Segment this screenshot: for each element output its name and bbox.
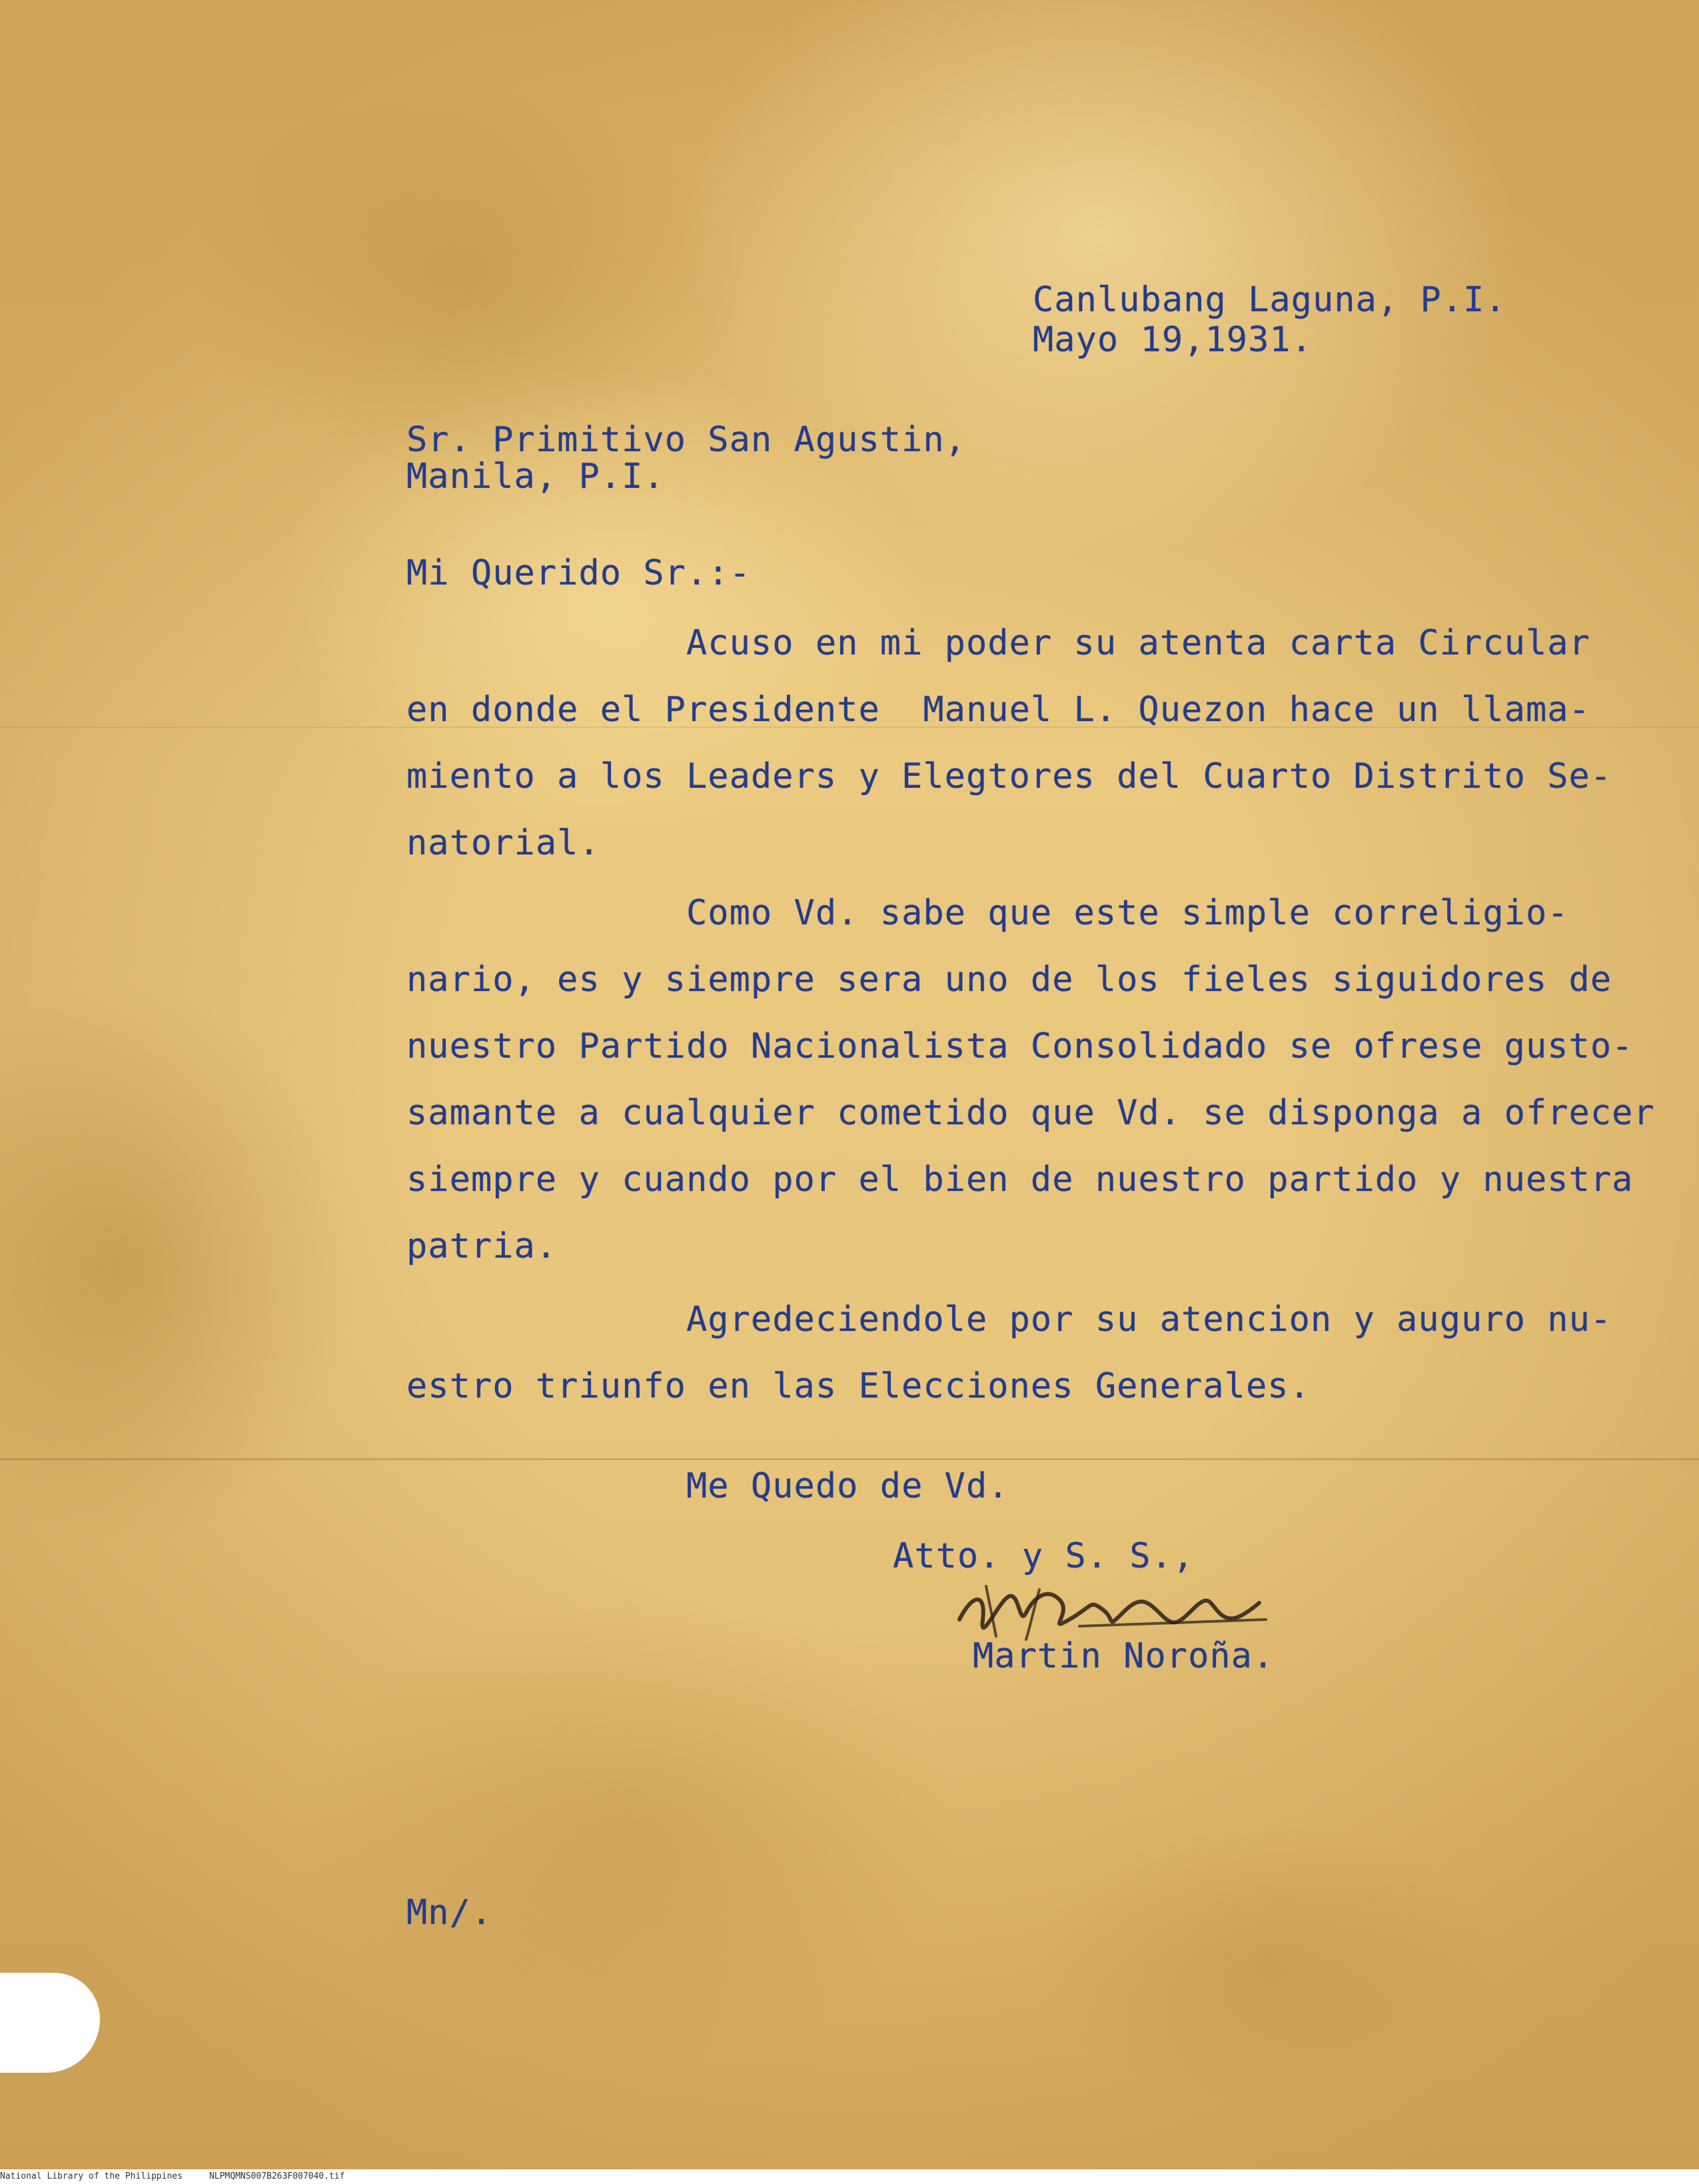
salutation: Mi Querido Sr.:- <box>406 553 751 593</box>
typist-initials: Mn/. <box>406 1893 493 1933</box>
paragraph1-line: en donde el Presidente Manuel L. Quezon hace un llama- <box>406 690 1590 730</box>
signer-name: Martin Noroña. <box>973 1636 1275 1676</box>
paragraph1-line: Acuso en mi poder su atenta carta Circular <box>686 623 1590 663</box>
archive-footer <box>0 2171 344 2183</box>
paragraph2-line: patria. <box>406 1226 558 1266</box>
addressee-city: Manila, P.I. <box>406 457 665 497</box>
footer-institution: National Library of the Philippines <box>0 2171 183 2181</box>
paragraph2-line: nario, es y siempre sera uno de los fieles siguidores de <box>406 960 1612 1000</box>
torn-corner <box>0 1973 100 2073</box>
paragraph3-line: Agredeciendole por su atencion y auguro nu- <box>686 1300 1612 1340</box>
paragraph2-line: siempre y cuando por el bien de nuestro partido y nuestra <box>406 1160 1634 1200</box>
fold-line-lower <box>0 1458 1699 1460</box>
letter-place: Canlubang Laguna, P.I. <box>1033 280 1506 320</box>
letter-date: Mayo 19,1931. <box>1033 320 1313 360</box>
paragraph2-line: nuestro Partido Nacionalista Consolidado se ofrese gusto- <box>406 1026 1634 1066</box>
footer-file-code: NLPMQMNS007B263F007040.tif <box>209 2171 345 2181</box>
addressee-name: Sr. Primitivo San Agustin, <box>406 420 966 460</box>
closing-courtesy: Atto. y S. S., <box>893 1536 1195 1576</box>
paragraph1-line: miento a los Leaders y Elegtores del Cuarto Distrito Se- <box>406 756 1612 796</box>
closing-line: Me Quedo de Vd. <box>686 1466 1009 1506</box>
paragraph2-line: Como Vd. sabe que este simple correligio- <box>686 893 1569 933</box>
paragraph3-line: estro triunfo en las Elecciones Generales. <box>406 1366 1311 1406</box>
paragraph1-line: natorial. <box>406 823 600 863</box>
paragraph2-line: samante a cualquier cometido que Vd. se disponga a ofrecer <box>406 1093 1655 1133</box>
